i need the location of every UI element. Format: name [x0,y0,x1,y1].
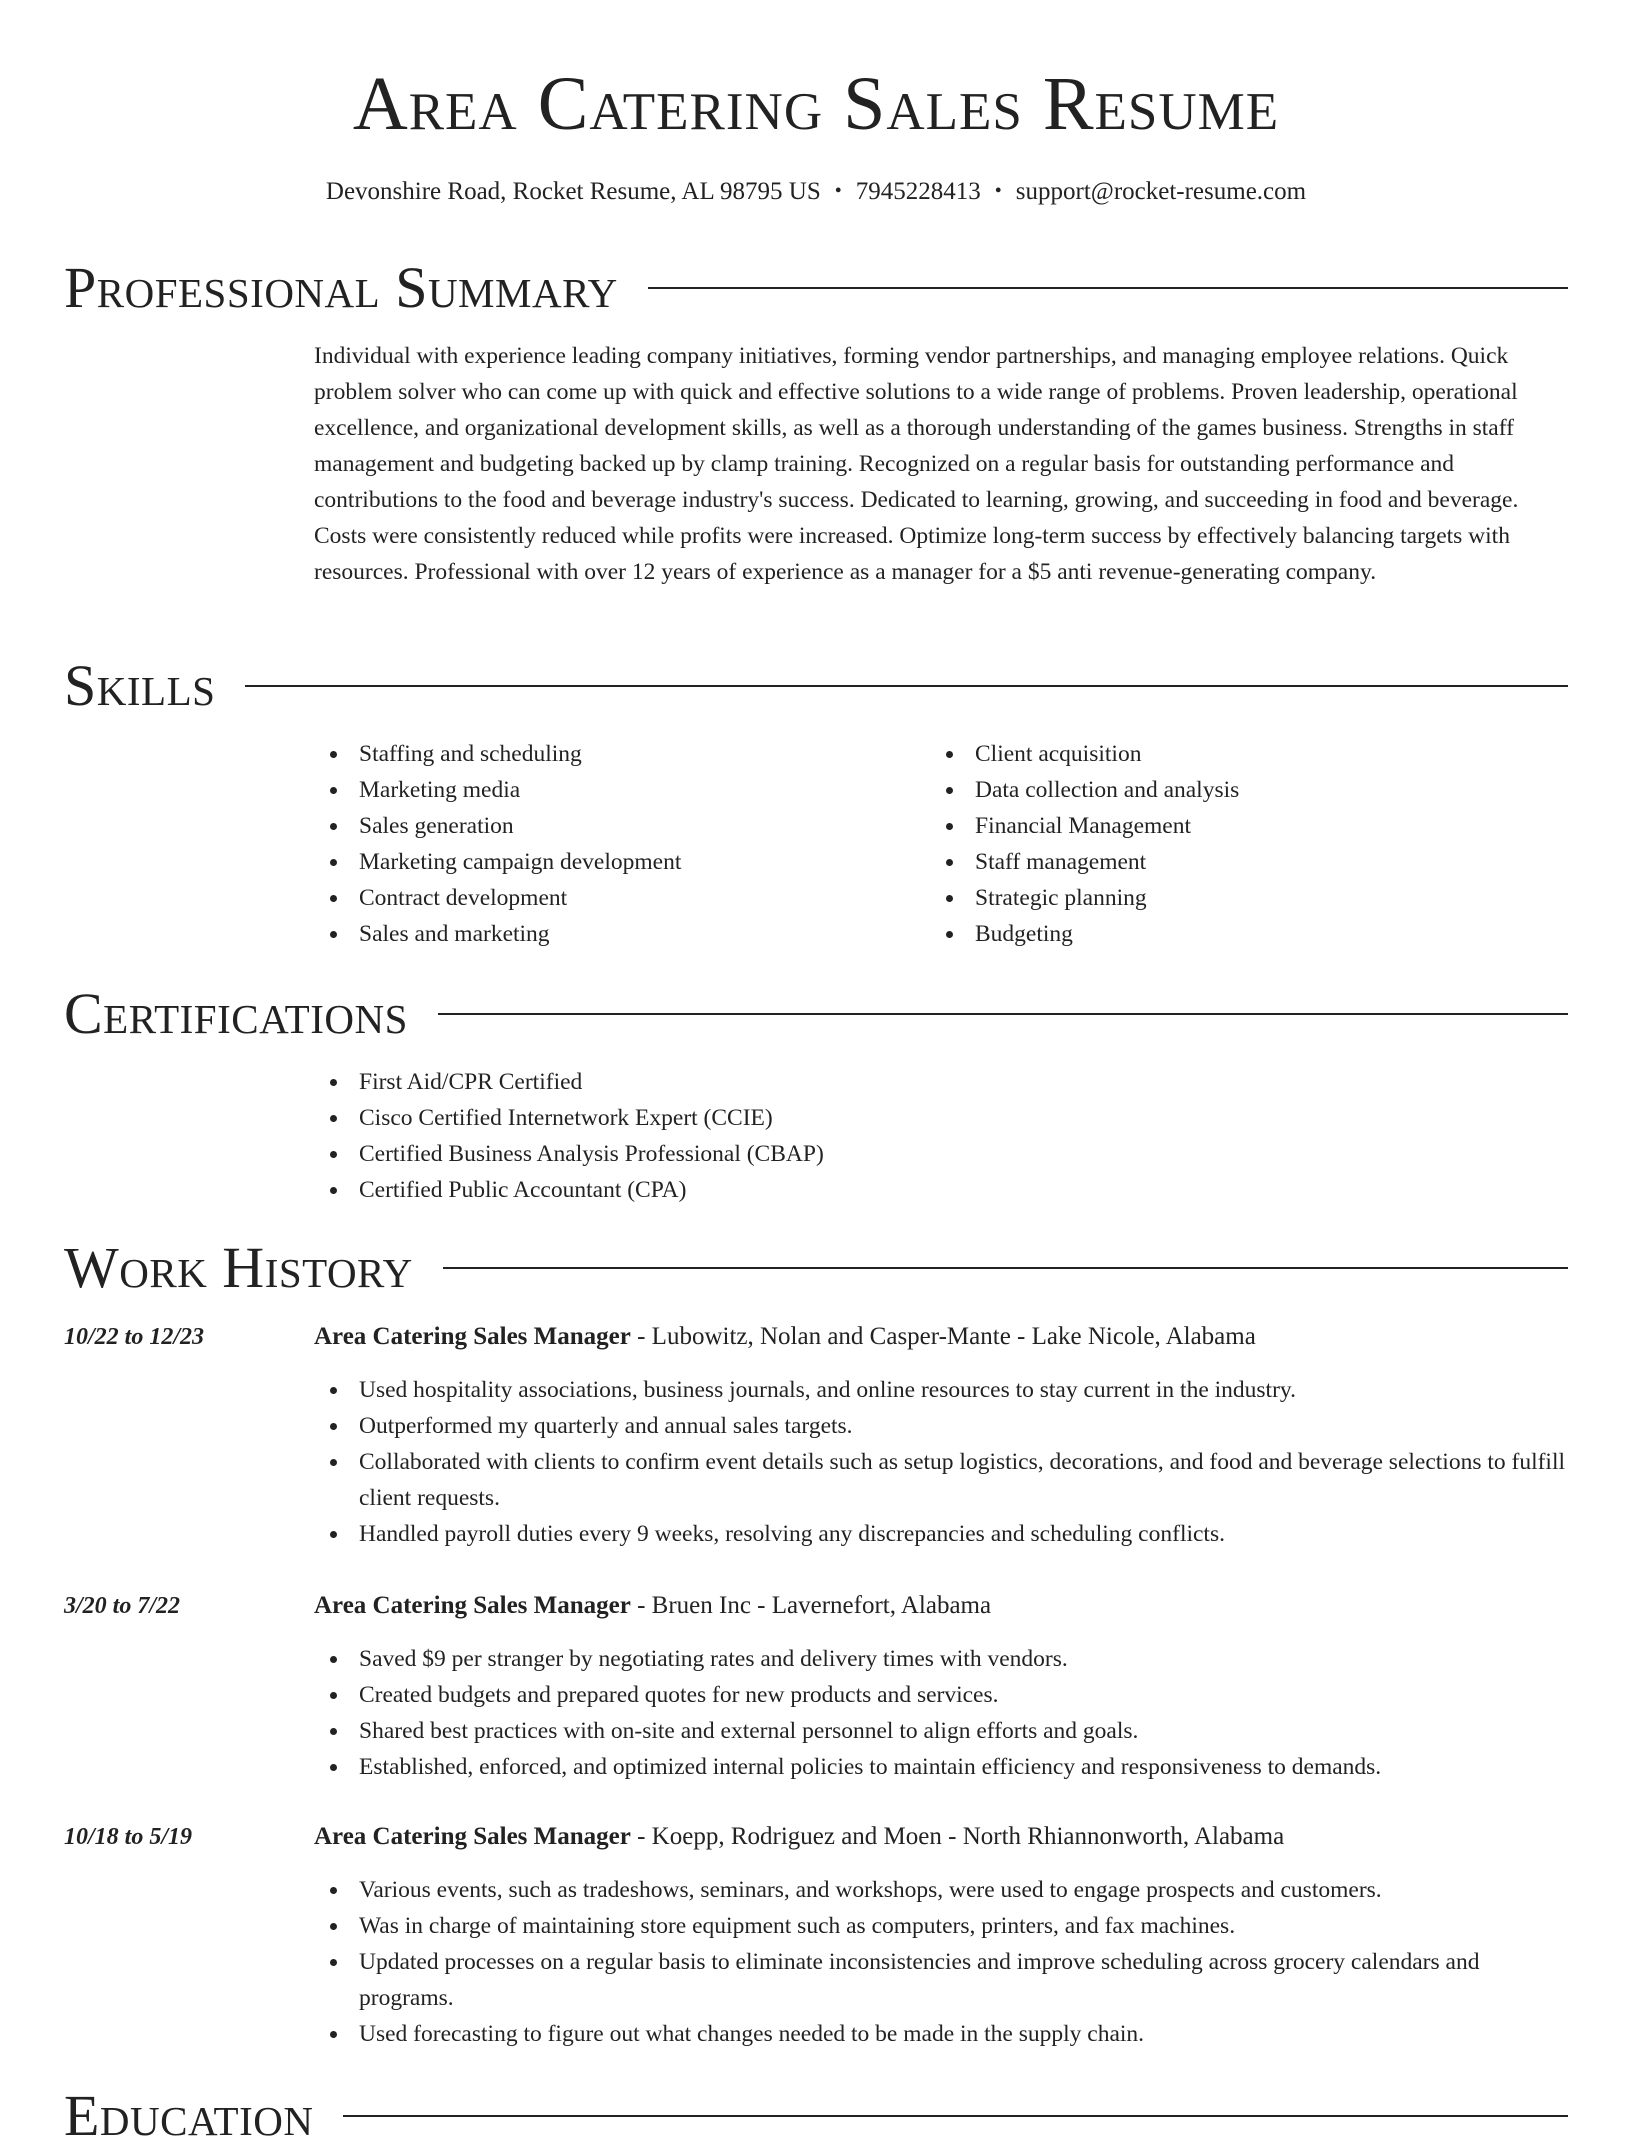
section-header-skills [64,654,1568,718]
job-duty-item: Was in charge of maintaining store equipment such as computers, printers, and fax machines. [314,1908,1568,1944]
skill-item: Contract development [314,880,914,916]
job-duties-list [314,1872,1568,2052]
resume-name-title: Area Catering Sales Resume [352,62,1280,146]
certification-item: Certified Business Analysis Professional (CBAP) [314,1136,1514,1172]
job-duty-item: Used forecasting to figure out what changes needed to be made in the supply chain. [314,2016,1568,2052]
section-divider [443,1267,1568,1269]
job-duty-item: Various events, such as tradeshows, seminars, and workshops, were used to engage prospects and customers. [314,1872,1568,1908]
job-duty-item: Collaborated with clients to confirm event details such as setup logistics, decorations, and food and beverage selections to fulfill client requests. [314,1444,1568,1516]
section-title-certifications: Certifications [64,981,408,1046]
job-duty-item: Used hospitality associations, business journals, and online resources to stay current in the industry. [314,1372,1568,1408]
certification-item: Cisco Certified Internetwork Expert (CCIE) [314,1100,1514,1136]
contact-email: support@rocket-resume.com [1015,178,1307,205]
section-divider [648,287,1568,289]
job-duty-item: Shared best practices with on-site and external personnel to align efforts and goals. [314,1713,1568,1749]
section-title-education: Education [64,2083,314,2148]
skill-item: Marketing media [314,772,914,808]
job-title: Area Catering Sales Manager [314,1592,631,1619]
job-duty-item: Outperformed my quarterly and annual sales targets. [314,1408,1568,1444]
job-employer-location: - Bruen Inc - Lavernefort, Alabama [630,1592,992,1619]
section-divider [438,1013,1568,1015]
section-divider [245,685,1568,687]
job-duty-item: Updated processes on a regular basis to eliminate inconsistencies and improve scheduling across grocery calendars and programs. [314,1944,1568,2016]
section-title-skills: Skills [64,653,216,718]
contact-separator: • [834,180,842,202]
job-employer-location: - Koepp, Rodriguez and Moen - North Rhiannonworth, Alabama [630,1823,1285,1850]
skill-item: Sales and marketing [314,916,914,952]
job-duty-item: Established, enforced, and optimized internal policies to maintain efficiency and responsiveness to demands. [314,1749,1568,1785]
job-dates: 3/20 to 7/22 [64,1593,181,1619]
skill-item: Data collection and analysis [930,772,1550,808]
certifications-list [314,1064,1514,1208]
job-dates: 10/18 to 5/19 [64,1824,193,1850]
job-duties-list [314,1372,1568,1552]
job-title: Area Catering Sales Manager [314,1323,631,1350]
skill-item: Strategic planning [930,880,1550,916]
skill-item: Staffing and scheduling [314,736,914,772]
contact-separator: • [994,180,1002,202]
skill-item: Budgeting [930,916,1550,952]
section-header-summary [64,256,1568,320]
section-title-work-history: Work History [64,1235,413,1300]
section-divider [343,2115,1568,2117]
skill-item: Sales generation [314,808,914,844]
section-header-certifications [64,982,1568,1046]
summary-text: Individual with experience leading company initiatives, forming vendor partnerships, and managing employee relations. Quick problem solver who can come up with quick and effective solutions to a wide range of problems. Proven leadership, operational excellence, and organizational development skills, as well as a thorough understanding of the games business. Strengths in staff management and budgeting backed up by clamp training. Recognized on a regular basis for outstanding performance and contributions to the food and beverage industry's success. Dedicated to learning, growing, and succeeding in food and beverage. Costs were consistently reduced while profits were increased. Optimize long-term success by effectively balancing targets with resources. Professional with over 12 years of experience as a manager for a $5 anti revenue-generating company. [314,343,1519,585]
job-duty-item: Created budgets and prepared quotes for new products and services. [314,1677,1568,1713]
job-title-line [314,1320,1568,1354]
skill-item: Marketing campaign development [314,844,914,880]
job-title-line [314,1589,1568,1623]
skills-list-left [314,736,914,952]
contact-line [0,174,1632,209]
job-duty-item: Saved $9 per stranger by negotiating rates and delivery times with vendors. [314,1641,1568,1677]
job-title-line [314,1820,1568,1854]
section-header-work-history [64,1236,1568,1300]
job-title: Area Catering Sales Manager [314,1823,631,1850]
skill-item: Staff management [930,844,1550,880]
section-header-education [64,2084,1568,2148]
contact-phone: 7945228413 [855,178,981,205]
job-employer-location: - Lubowitz, Nolan and Casper-Mante - Lake Nicole, Alabama [630,1323,1256,1350]
job-dates: 10/22 to 12/23 [64,1324,205,1350]
skills-list-right [930,736,1550,952]
certification-item: Certified Public Accountant (CPA) [314,1172,1514,1208]
job-duties-list [314,1641,1568,1785]
section-title-summary: Professional Summary [64,255,618,320]
contact-address: Devonshire Road, Rocket Resume, AL 98795 US [325,178,821,205]
certification-item: First Aid/CPR Certified [314,1064,1514,1100]
skill-item: Financial Management [930,808,1550,844]
job-duty-item: Handled payroll duties every 9 weeks, resolving any discrepancies and scheduling conflicts. [314,1516,1568,1552]
skill-item: Client acquisition [930,736,1550,772]
